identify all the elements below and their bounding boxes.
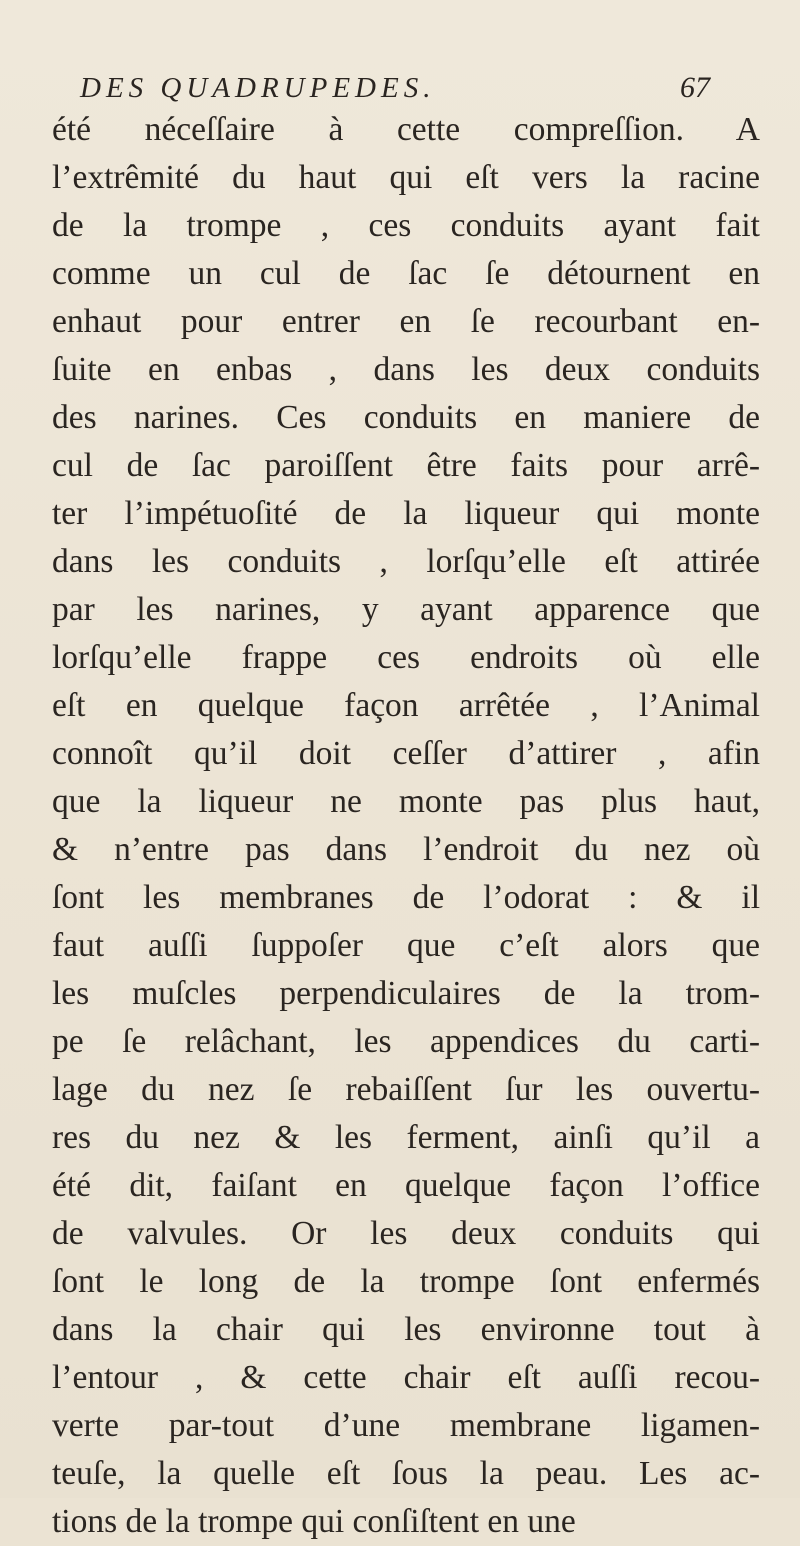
text-line: teuſe, la quelle eſt ſous la peau. Les ac- [52, 1455, 760, 1492]
text-line: verte par-tout d’une membrane ligamen- [52, 1407, 760, 1444]
text-line: ſont les membranes de l’odorat : & il [52, 879, 760, 916]
text-line: pe ſe relâchant, les appendices du carti- [52, 1023, 760, 1060]
text-line: l’extrêmité du haut qui eſt vers la racine [52, 159, 760, 196]
text-line: ſuite en enbas , dans les deux conduits [52, 351, 760, 388]
text-line: res du nez & les ferment, ainſi qu’il a [52, 1119, 760, 1156]
text-line: été néceſſaire à cette compreſſion. A [52, 111, 760, 148]
text-line: eſt en quelque façon arrêtée , l’Animal [52, 687, 760, 724]
text-line: été dit, faiſant en quelque façon l’office [52, 1167, 760, 1204]
text-line: comme un cul de ſac ſe détournent en [52, 255, 760, 292]
text-line: & n’entre pas dans l’endroit du nez où [52, 831, 760, 868]
text-line: lage du nez ſe rebaiſſent ſur les ouvertu- [52, 1071, 760, 1108]
text-line: connoît qu’il doit ceſſer d’attirer , afin [52, 735, 760, 772]
text-line: enhaut pour entrer en ſe recourbant en- [52, 303, 760, 340]
text-line: faut auſſi ſuppoſer que c’eſt alors que [52, 927, 760, 964]
text-line: ter l’impétuoſité de la liqueur qui monte [52, 495, 760, 532]
text-line: les muſcles perpendiculaires de la trom- [52, 975, 760, 1012]
text-line: cul de ſac paroiſſent être faits pour arrê- [52, 447, 760, 484]
page-header [80, 68, 720, 108]
text-line: de valvules. Or les deux conduits qui [52, 1215, 760, 1252]
text-line: des narines. Ces conduits en maniere de [52, 399, 760, 436]
running-head: DES QUADRUPEDES. [80, 72, 436, 104]
text-line: dans la chair qui les environne tout à [52, 1311, 760, 1348]
body-text [52, 106, 760, 1546]
page-number: 67 [680, 71, 710, 104]
text-line: dans les conduits , lorſqu’elle eſt attirée [52, 543, 760, 580]
text-line: l’entour , & cette chair eſt auſſi recou- [52, 1359, 760, 1396]
text-line: ſont le long de la trompe ſont enfermés [52, 1263, 760, 1300]
text-line: que la liqueur ne monte pas plus haut, [52, 783, 760, 820]
text-line: lorſqu’elle frappe ces endroits où elle [52, 639, 760, 676]
text-line: de la trompe , ces conduits ayant fait [52, 207, 760, 244]
text-line: par les narines, y ayant apparence que [52, 591, 760, 628]
text-line: tions de la trompe qui conſiſtent en une [52, 1503, 576, 1540]
